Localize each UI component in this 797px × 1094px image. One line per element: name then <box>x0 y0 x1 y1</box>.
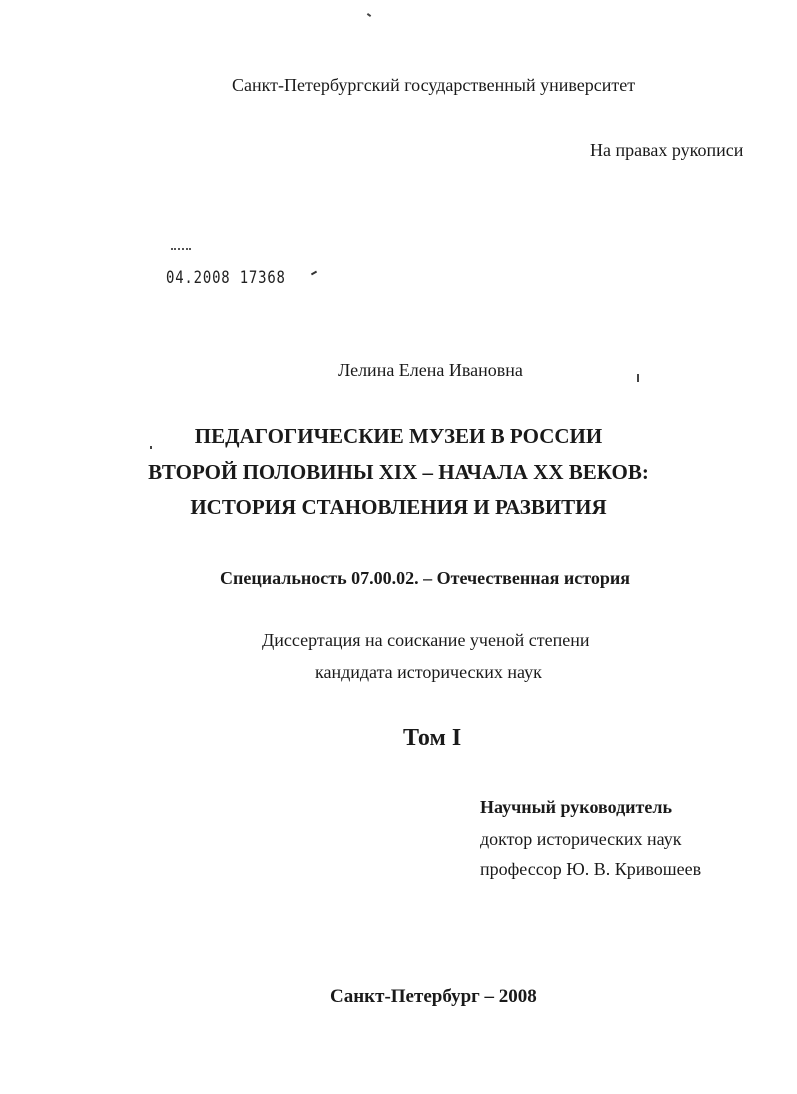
specialty: Специальность 07.00.02. – Отечественная история <box>220 568 630 588</box>
stamp-tick <box>311 271 317 276</box>
university-name: Санкт-Петербургский государственный университет <box>232 75 636 95</box>
stamp-dots <box>171 248 191 253</box>
dissertation-line-2: кандидата исторических наук <box>315 662 542 682</box>
supervisor-heading: Научный руководитель <box>480 797 672 817</box>
author-name: Лелина Елена Ивановна <box>338 360 523 380</box>
dissertation-line-1: Диссертация на соискание ученой степени <box>262 630 590 650</box>
scan-speck <box>367 13 371 17</box>
supervisor-degree: доктор исторических наук <box>480 829 682 849</box>
library-shelfmark: 04.2008 17368 <box>166 268 286 288</box>
volume-label: Том I <box>403 725 462 751</box>
supervisor-name: профессор Ю. В. Кривошеев <box>480 859 702 879</box>
thesis-title-line-1: ПЕДАГОГИЧЕСКИЕ МУЗЕИ В РОССИИ <box>194 424 603 448</box>
manuscript-note: На правах рукописи <box>590 140 744 160</box>
scan-speck <box>637 374 639 382</box>
thesis-title-line-2: ВТОРОЙ ПОЛОВИНЫ XIX – НАЧАЛА XX ВЕКОВ: <box>148 460 649 484</box>
city-year: Санкт-Петербург – 2008 <box>330 986 537 1007</box>
thesis-title-line-3: ИСТОРИЯ СТАНОВЛЕНИЯ И РАЗВИТИЯ <box>190 495 607 519</box>
